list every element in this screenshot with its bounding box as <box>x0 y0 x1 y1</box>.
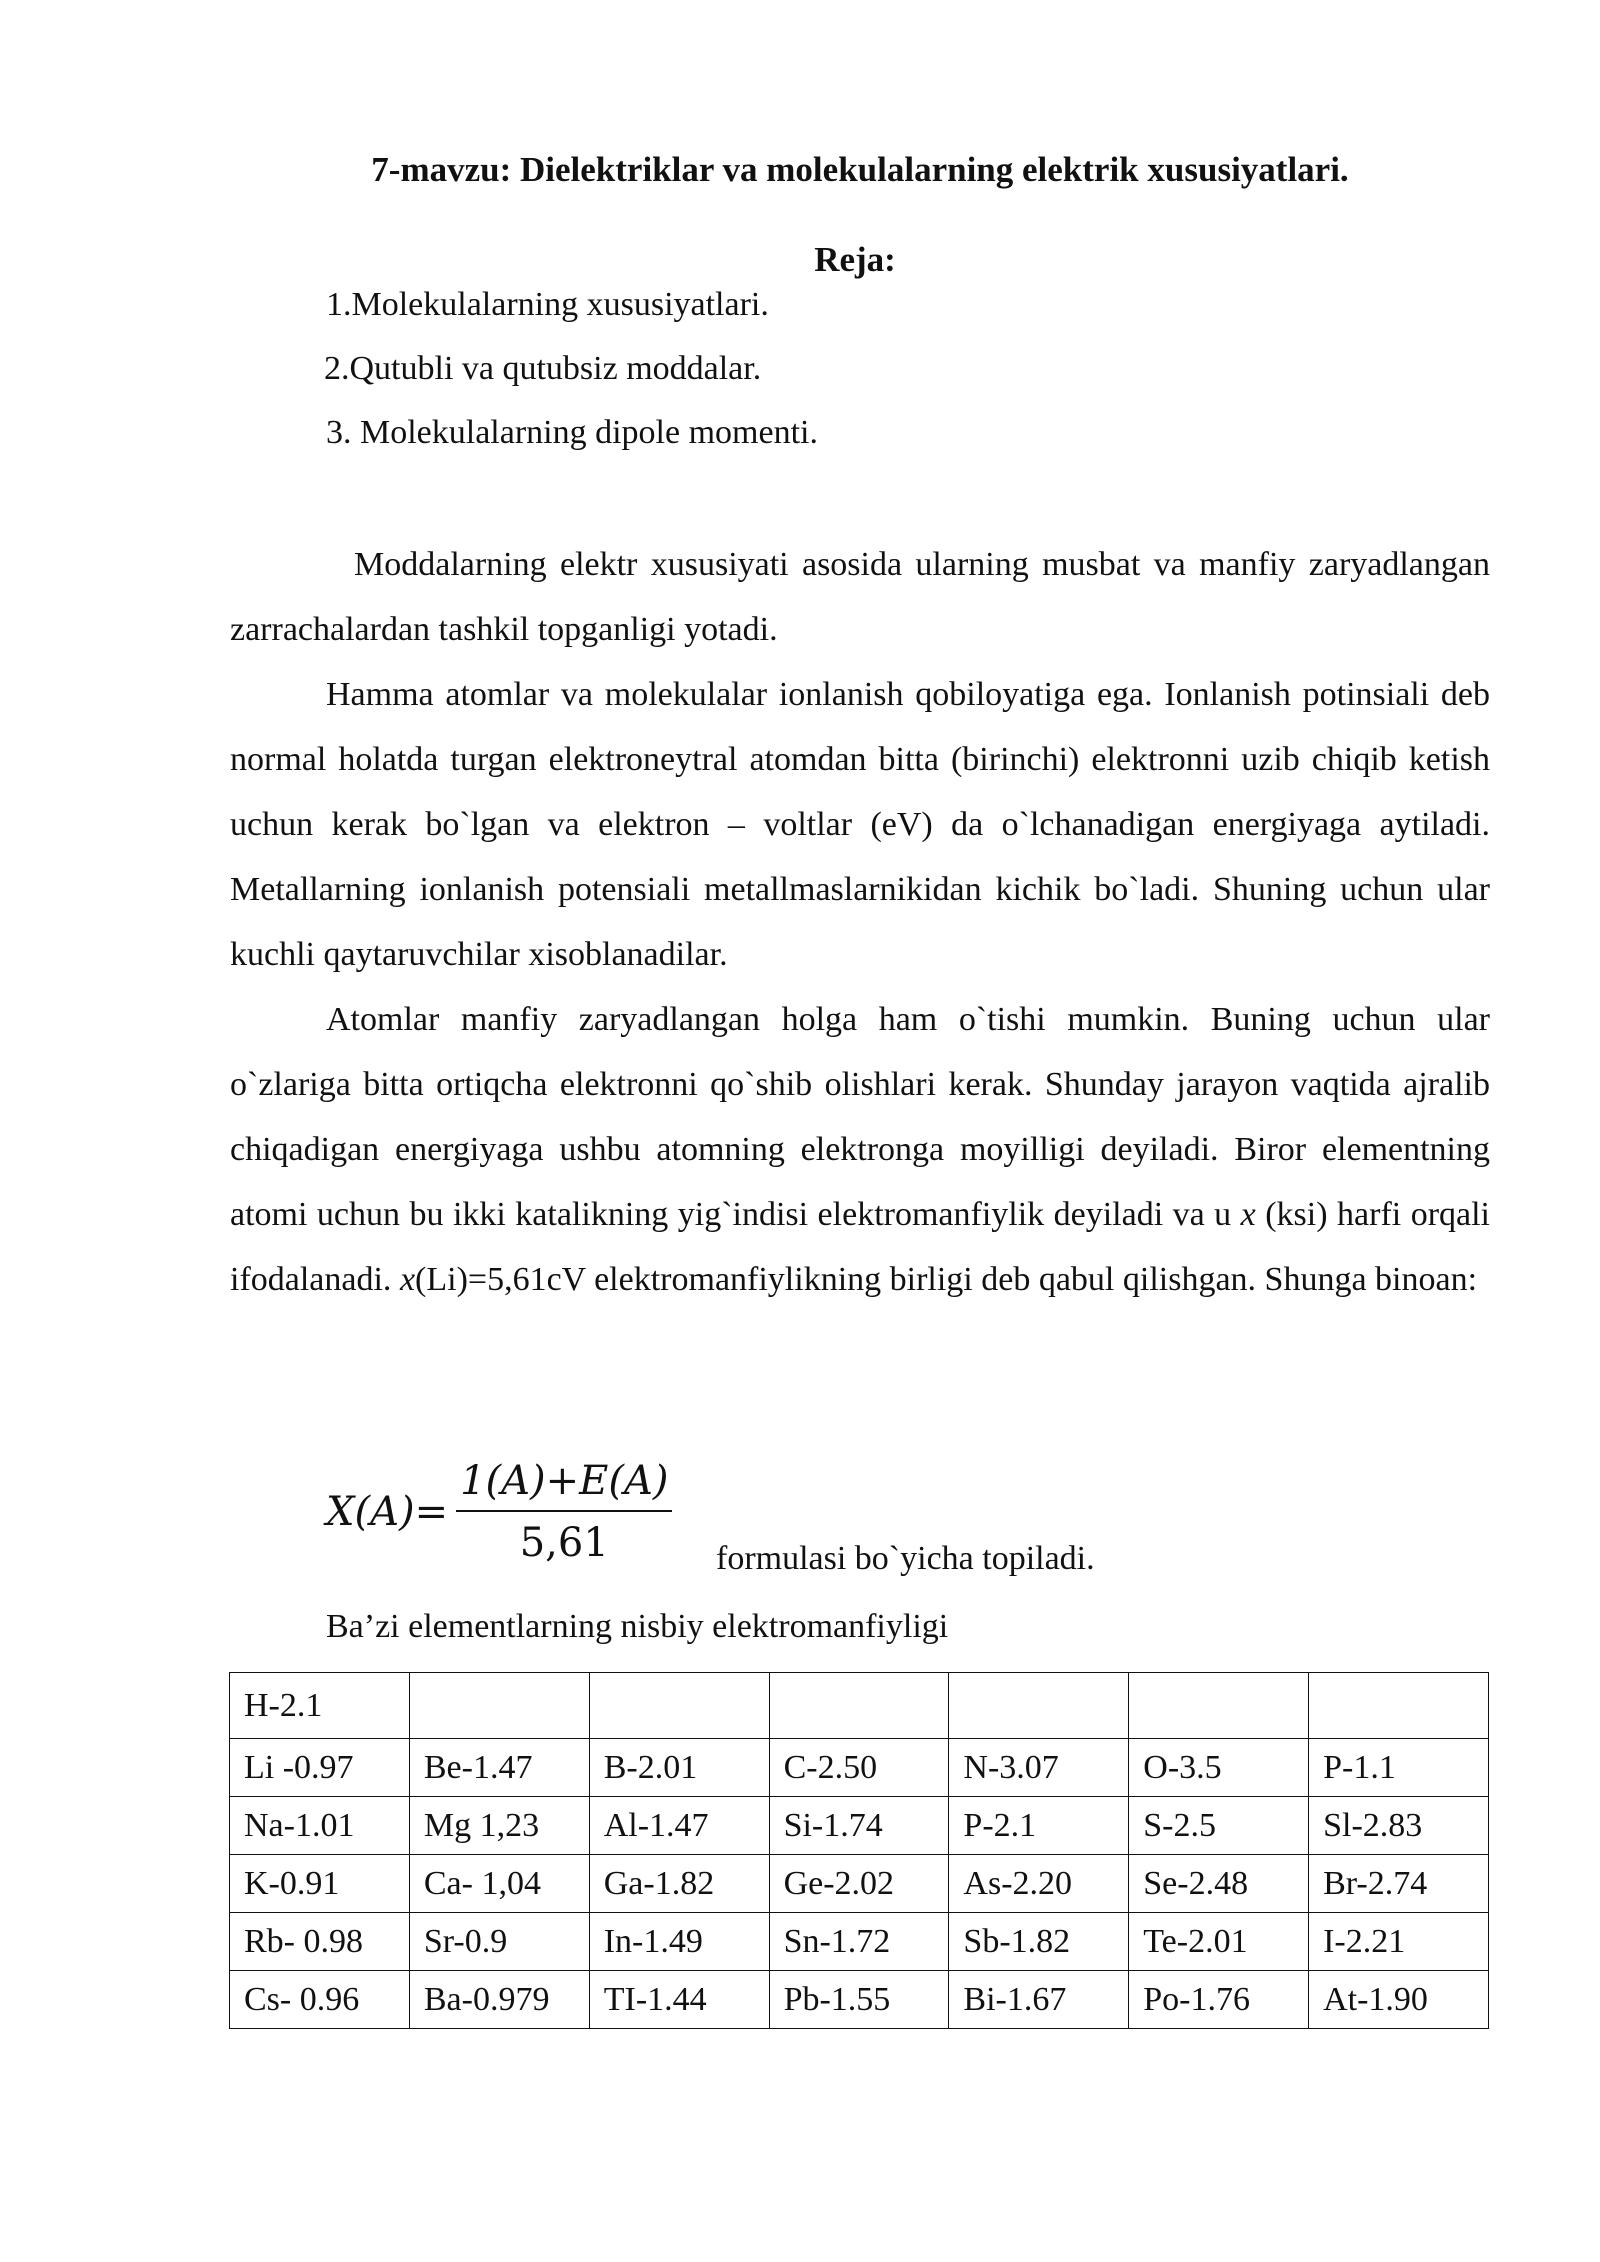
table-cell: Mg 1,23 <box>409 1797 589 1855</box>
formula-lhs: X(A)= <box>326 1489 449 1535</box>
table-cell: P-1.1 <box>1309 1739 1489 1797</box>
table-cell: Li -0.97 <box>230 1739 410 1797</box>
formula-fraction <box>456 1458 672 1566</box>
table-cell: At-1.90 <box>1309 1971 1489 2029</box>
plan-item: 2.Qutubli va qutubsiz moddalar. <box>324 350 762 387</box>
plan-item: 1.Molekulalarning xususiyatlari. <box>326 286 769 323</box>
paragraph: Hamma atomlar va molekulalar ionlanish qobiloyatiga ega. Ionlanish potinsiali deb normal holatda turgan elektroneytral atomdan bitta (birinchi) elektronni uzib chiqib ketish uchun kerak bo`lgan va elektron – voltlar (eV) da o`lchanadigan energiyaga aytiladi. Metallarning ionlanish potensiali metallmaslarnikidan kichik bo`ladi. Shuning uchun ular kuchli qaytaruvchilar xisoblanadilar. <box>230 676 1490 973</box>
table-cell: As-2.20 <box>949 1855 1129 1913</box>
table-cell: Rb- 0.98 <box>230 1913 410 1971</box>
formula-caption: formulasi bo`yicha topiladi. <box>716 1540 1095 1577</box>
electronegativity-formula <box>326 1458 672 1566</box>
table-cell: Sn-1.72 <box>769 1913 949 1971</box>
table-cell: Ga-1.82 <box>589 1855 769 1913</box>
table-cell: Bi-1.67 <box>949 1971 1129 2029</box>
table-cell: Po-1.76 <box>1129 1971 1309 2029</box>
table-cell: Ba-0.979 <box>409 1971 589 2029</box>
table-cell: Ge-2.02 <box>769 1855 949 1913</box>
paragraph: Moddalarning elektr xususiyati asosida ularning musbat va manfiy zaryadlangan zarrachalardan tashkil topganligi yotadi. <box>230 546 1490 648</box>
formula-denominator: 5,61 <box>519 1520 609 1566</box>
table-cell: Sb-1.82 <box>949 1913 1129 1971</box>
paragraph-text: (ksi) harfi orqali ifodalanadi. <box>230 1196 1490 1298</box>
table-cell: H-2.1 <box>230 1673 410 1739</box>
table-row <box>230 1673 1489 1739</box>
xi-symbol: x <box>1240 1196 1256 1233</box>
table-cell <box>589 1673 769 1739</box>
electronegativity-table <box>229 1672 1489 2029</box>
table-cell: I-2.21 <box>1309 1913 1489 1971</box>
table-cell <box>769 1673 949 1739</box>
table-caption: Ba’zi elementlarning nisbiy elektromanfiyligi <box>326 1608 949 1645</box>
table-cell: Be-1.47 <box>409 1739 589 1797</box>
table-cell: C-2.50 <box>769 1739 949 1797</box>
xi-symbol: x <box>399 1261 416 1298</box>
page-title: 7-mavzu: Dielektriklar va molekulalarning elektrik xususiyatlari. <box>371 150 1349 189</box>
table-cell: Te-2.01 <box>1129 1913 1309 1971</box>
table-row <box>230 1855 1489 1913</box>
table-cell: K-0.91 <box>230 1855 410 1913</box>
table-cell <box>1129 1673 1309 1739</box>
table-cell: Sr-0.9 <box>409 1913 589 1971</box>
paragraph-text: (Li)=5,61cV elektromanfiylikning birligi deb qabul qilishgan. Shunga binoan: <box>415 1261 1478 1298</box>
table-cell: Al-1.47 <box>589 1797 769 1855</box>
plan-item: 3. Molekulalarning dipole momenti. <box>326 414 818 451</box>
table-row <box>230 1913 1489 1971</box>
paragraph <box>230 987 1490 1312</box>
table-cell: O-3.5 <box>1129 1739 1309 1797</box>
table-cell: N-3.07 <box>949 1739 1129 1797</box>
table-cell: Se-2.48 <box>1129 1855 1309 1913</box>
table-cell: S-2.5 <box>1129 1797 1309 1855</box>
body-text <box>230 532 1490 1312</box>
table-cell <box>1309 1673 1489 1739</box>
table-cell: Na-1.01 <box>230 1797 410 1855</box>
table-cell: B-2.01 <box>589 1739 769 1797</box>
table-cell: Ca- 1,04 <box>409 1855 589 1913</box>
table-cell: Cs- 0.96 <box>230 1971 410 2029</box>
table-cell: In-1.49 <box>589 1913 769 1971</box>
table-row <box>230 1797 1489 1855</box>
plan-heading: Reja: <box>814 240 896 279</box>
table-cell: P-2.1 <box>949 1797 1129 1855</box>
table-row <box>230 1739 1489 1797</box>
paragraph-text: Atomlar manfiy zaryadlangan holga ham o`tishi mumkin. Buning uchun ular o`zlariga bitta ortiqcha elektronni qo`shib olishlari kerak. Shunday jarayon vaqtida ajralib chiqadigan energiyaga ushbu atomning elektronga moyilligi deyiladi. Biror elementning atomi uchun bu ikki katalikning yig`indisi elektromanfiylik deyiladi va u <box>230 1001 1490 1233</box>
table-cell <box>949 1673 1129 1739</box>
table-row <box>230 1971 1489 2029</box>
table-cell: Br-2.74 <box>1309 1855 1489 1913</box>
table-cell <box>409 1673 589 1739</box>
table-cell: Sl-2.83 <box>1309 1797 1489 1855</box>
table-cell: Si-1.74 <box>769 1797 949 1855</box>
formula-numerator: 1(A)+E(A) <box>456 1458 672 1512</box>
table-cell: Pb-1.55 <box>769 1971 949 2029</box>
table-cell: TI-1.44 <box>589 1971 769 2029</box>
